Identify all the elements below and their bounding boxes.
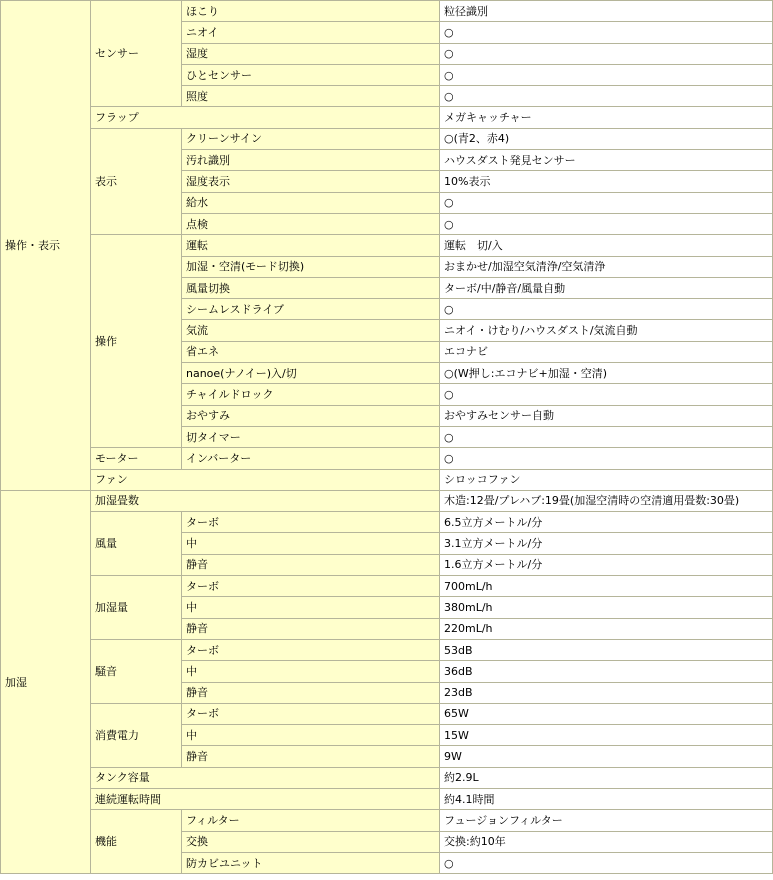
spec-label-cell: 点検 <box>182 213 440 234</box>
spec-value-cell: ハウスダスト発見センサー <box>440 150 773 171</box>
spec-label-cell: 照度 <box>182 86 440 107</box>
spec-value-cell: ○ <box>440 86 773 107</box>
spec-value-cell: 10%表示 <box>440 171 773 192</box>
spec-label-cell: おやすみ <box>182 405 440 426</box>
spec-label-cell: センサー <box>91 1 182 107</box>
table-row <box>1 235 773 256</box>
spec-value-cell: ○ <box>440 852 773 873</box>
table-row <box>1 128 773 149</box>
spec-value-cell: ○ <box>440 192 773 213</box>
table-row <box>1 1 773 22</box>
spec-value-cell: ○ <box>440 384 773 405</box>
spec-label-cell: ターボ <box>182 639 440 660</box>
spec-label-cell: ひとセンサー <box>182 64 440 85</box>
spec-label-cell: 静音 <box>182 682 440 703</box>
spec-label-cell: 切タイマー <box>182 426 440 447</box>
spec-label-cell: 湿度表示 <box>182 171 440 192</box>
spec-label-cell: モーター <box>91 448 182 469</box>
spec-label-cell: 静音 <box>182 618 440 639</box>
spec-label-cell: ほこり <box>182 1 440 22</box>
table-row <box>1 107 773 128</box>
spec-value-cell: 木造:12畳/プレハブ:19畳(加湿空清時の空清適用畳数:30畳) <box>440 490 773 511</box>
spec-value-cell: 1.6立方メートル/分 <box>440 554 773 575</box>
spec-label-cell: ターボ <box>182 512 440 533</box>
spec-value-cell: 交換:約10年 <box>440 831 773 852</box>
spec-value-cell: メガキャッチャー <box>440 107 773 128</box>
spec-label-cell: 中 <box>182 661 440 682</box>
spec-label-cell: 中 <box>182 533 440 554</box>
table-row <box>1 512 773 533</box>
table-row <box>1 788 773 809</box>
spec-label-cell: 湿度 <box>182 43 440 64</box>
spec-label-cell: 風量切換 <box>182 277 440 298</box>
spec-value-cell: フュージョンフィルター <box>440 810 773 831</box>
spec-value-cell: おやすみセンサー自動 <box>440 405 773 426</box>
table-row <box>1 639 773 660</box>
spec-label-cell: 騒音 <box>91 639 182 703</box>
spec-value-cell: ○ <box>440 448 773 469</box>
spec-label-cell: 中 <box>182 597 440 618</box>
spec-value-cell: 粒径識別 <box>440 1 773 22</box>
spec-value-cell: 約4.1時間 <box>440 788 773 809</box>
table-row <box>1 703 773 724</box>
spec-value-cell: 約2.9L <box>440 767 773 788</box>
spec-value-cell: ○ <box>440 299 773 320</box>
spec-value-cell: 220mL/h <box>440 618 773 639</box>
spec-value-cell: ニオイ・けむり/ハウスダスト/気流自動 <box>440 320 773 341</box>
spec-label-cell: nanoe(ナノイー)入/切 <box>182 363 440 384</box>
table-row <box>1 767 773 788</box>
spec-label-cell: 連続運転時間 <box>91 788 440 809</box>
spec-label-cell: 給水 <box>182 192 440 213</box>
spec-value-cell: ○ <box>440 426 773 447</box>
spec-label-cell: タンク容量 <box>91 767 440 788</box>
spec-label-cell: 防カビユニット <box>182 852 440 873</box>
spec-value-cell: 3.1立方メートル/分 <box>440 533 773 554</box>
spec-label-cell: チャイルドロック <box>182 384 440 405</box>
spec-label-cell: 気流 <box>182 320 440 341</box>
spec-label-cell: 加湿量 <box>91 576 182 640</box>
table-row <box>1 448 773 469</box>
spec-label-cell: ファン <box>91 469 440 490</box>
spec-value-cell: 23dB <box>440 682 773 703</box>
spec-table-body <box>1 1 773 874</box>
table-row <box>1 576 773 597</box>
spec-value-cell: 運転 切/入 <box>440 235 773 256</box>
spec-label-cell: クリーンサイン <box>182 128 440 149</box>
spec-value-cell: 9W <box>440 746 773 767</box>
spec-value-cell: シロッコファン <box>440 469 773 490</box>
spec-value-cell: ○ <box>440 64 773 85</box>
spec-label-cell: ターボ <box>182 703 440 724</box>
spec-label-cell: 省エネ <box>182 341 440 362</box>
spec-label-cell: フィルター <box>182 810 440 831</box>
spec-value-cell: 53dB <box>440 639 773 660</box>
spec-label-cell: 風量 <box>91 512 182 576</box>
table-row <box>1 810 773 831</box>
spec-value-cell: 380mL/h <box>440 597 773 618</box>
spec-label-cell: 汚れ識別 <box>182 150 440 171</box>
spec-value-cell: ○ <box>440 22 773 43</box>
spec-value-cell: エコナビ <box>440 341 773 362</box>
spec-value-cell: 6.5立方メートル/分 <box>440 512 773 533</box>
spec-value-cell: ○(W押し:エコナビ+加湿・空清) <box>440 363 773 384</box>
spec-label-cell: シームレスドライブ <box>182 299 440 320</box>
spec-label-cell: 表示 <box>91 128 182 234</box>
spec-label-cell: ニオイ <box>182 22 440 43</box>
spec-value-cell: おまかせ/加湿空気清浄/空気清浄 <box>440 256 773 277</box>
spec-label-cell: 中 <box>182 725 440 746</box>
spec-label-cell: ターボ <box>182 576 440 597</box>
spec-label-cell: インバーター <box>182 448 440 469</box>
spec-label-cell: 静音 <box>182 746 440 767</box>
spec-value-cell: ○(青2、赤4) <box>440 128 773 149</box>
spec-value-cell: 700mL/h <box>440 576 773 597</box>
spec-label-cell: 静音 <box>182 554 440 575</box>
spec-label-cell: 交換 <box>182 831 440 852</box>
spec-label-cell: 加湿・空清(モード切換) <box>182 256 440 277</box>
spec-value-cell: ○ <box>440 213 773 234</box>
spec-value-cell: 65W <box>440 703 773 724</box>
spec-value-cell: ○ <box>440 43 773 64</box>
spec-label-cell: 操作・表示 <box>1 1 91 491</box>
spec-label-cell: 消費電力 <box>91 703 182 767</box>
table-row <box>1 490 773 511</box>
spec-label-cell: 操作 <box>91 235 182 448</box>
spec-label-cell: 運転 <box>182 235 440 256</box>
spec-value-cell: 36dB <box>440 661 773 682</box>
spec-label-cell: 加湿 <box>1 490 91 873</box>
spec-label-cell: 加湿畳数 <box>91 490 440 511</box>
table-row <box>1 469 773 490</box>
spec-value-cell: 15W <box>440 725 773 746</box>
spec-label-cell: フラップ <box>91 107 440 128</box>
spec-label-cell: 機能 <box>91 810 182 874</box>
spec-value-cell: ターボ/中/静音/風量自動 <box>440 277 773 298</box>
